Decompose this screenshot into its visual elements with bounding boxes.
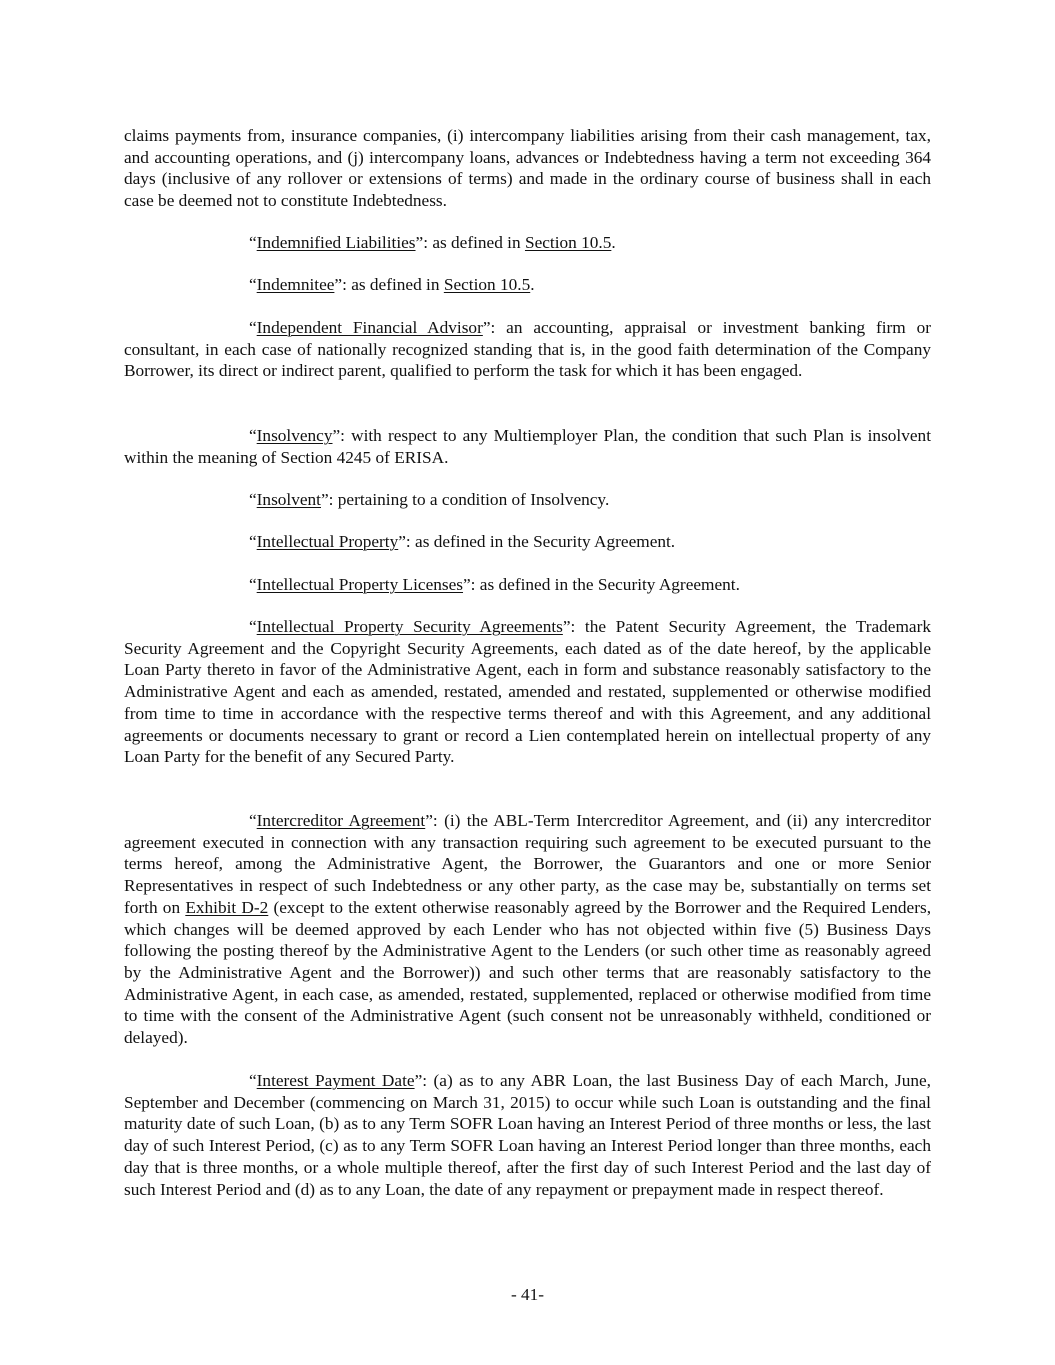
definition-tail: . [611,233,616,252]
definition-body: ”: (a) as to any ABR Loan, the last Business Day of each March, June, September and December (commencing on March 31, 2015) to occur while such Loan is outstanding and the final maturity date of such Loan, (b) as to any Term SOFR Loan having an Interest Period of three months or less, the last day of such Interest Period, (c) as to any Term SOFR Loan having an Interest Period longer than three months, each day that is three months, or a whole multiple thereof, after the first day of such Interest Period and the last day of such Interest Period and (d) as to any Loan, the date of any repayment or prepayment made in respect thereof. [124,1071,931,1199]
page-number: - 41- [510,1285,545,1304]
definition-separator: ”: as defined in [334,275,444,294]
defined-term: Insolvent [256,490,321,509]
definition-tail: . [530,275,535,294]
section-reference-link[interactable]: Section 10.5 [443,275,531,294]
definition-indemnified-liabilities [124,232,931,254]
open-quote: “ [249,275,257,294]
open-quote: “ [249,1071,257,1090]
defined-term: Indemnitee [256,275,335,294]
definition-indemnitee [124,274,931,296]
definition-body: ”: an accounting, appraisal or investment banking firm or consultant, in each case of nationally recognized standing that is, in the good faith determination of the Company Borrower, its direct or indirect parent, qualified to perform the task for which it has been engaged. [124,318,931,381]
defined-term: Intellectual Property Security Agreements [256,617,563,636]
defined-term: Interest Payment Date [256,1071,415,1090]
defined-term: Indemnified Liabilities [256,233,416,252]
intro-text: claims payments from, insurance companies, (i) intercompany liabilities arising from their cash management, tax, and accounting operations, and (j) intercompany loans, advances or Indebtedness having a term not exceeding 364 days (inclusive of any rollover or extensions of terms) and made in the ordinary course of business shall in each case be deemed not to constitute Indebtedness. [124,126,931,211]
defined-term: Insolvency [256,426,333,445]
exhibit-reference-link[interactable]: Exhibit D-2 [185,897,269,917]
open-quote: “ [249,811,257,830]
definition-intellectual-property-licenses [124,574,931,596]
definition-intercreditor-agreement [124,810,931,1049]
definition-separator: ”: as defined in [415,233,525,252]
definition-independent-financial-advisor [124,317,931,382]
open-quote: “ [249,426,257,445]
defined-term: Intellectual Property Licenses [256,575,464,594]
open-quote: “ [249,617,257,636]
open-quote: “ [249,233,257,252]
defined-term: Intellectual Property [256,532,399,551]
defined-term: Independent Financial Advisor [256,318,483,337]
open-quote: “ [249,490,257,509]
section-reference-link[interactable]: Section 10.5 [524,233,612,252]
definition-insolvency [124,425,931,468]
definition-body: ”: pertaining to a condition of Insolvency. [321,490,610,509]
definition-body: ”: as defined in the Security Agreement. [398,532,676,551]
definition-intellectual-property [124,531,931,553]
definition-body: ”: (i) the ABL-Term Intercreditor Agreement, and (ii) any intercreditor agreement executed in connection with any transaction requiring such agreement to be executed pursuant to the terms hereof, among the Administrative Agent, the Borrower, the Guarantors and one or more Senior Representatives in respect of such Indebtedness or any other party, as the case may be, substantially on terms set forth on [124,811,932,917]
intro-paragraph [124,125,931,212]
open-quote: “ [249,532,257,551]
definition-insolvent [124,489,931,511]
definition-body: ”: with respect to any Multiemployer Plan, the condition that such Plan is insolvent within the meaning of Section 4245 of ERISA. [124,426,931,467]
open-quote: “ [249,575,257,594]
definition-body: ”: the Patent Security Agreement, the Trademark Security Agreement and the Copyright Security Agreements, each dated as of the date hereof, by the applicable Loan Party thereto in favor of the Administrative Agent, each in form and substance reasonably satisfactory to the Administrative Agent and each as amended, restated, amended and restated, supplemented or otherwise modified from time to time in accordance with the respective terms thereof and with this Agreement, and any additional agreements or documents necessary to grant or record a Lien contemplated herein on intellectual property of any Loan Party for the benefit of any Secured Party. [124,617,931,767]
open-quote: “ [249,318,257,337]
definition-interest-payment-date [124,1070,931,1200]
defined-term: Intercreditor Agreement [256,811,426,830]
definition-tail: (except to the extent otherwise reasonably agreed by the Borrower and the Required Lenders, which changes will be deemed approved by each Lender who has not objected within five (5) Business Days following the posting thereof by the Administrative Agent to the Lenders (or such other time as reasonably agreed by the Administrative Agent and the Borrower)) and such other terms that are reasonably satisfactory to the Administrative Agent, in each case, as amended, restated, supplemented, replaced or otherwise modified from time to time with the consent of the Administrative Agent (such consent not be unreasonably withheld, conditioned or delayed). [124,897,932,1048]
definition-intellectual-property-security-agreements [124,616,931,768]
definition-body: ”: as defined in the Security Agreement. [463,575,740,594]
